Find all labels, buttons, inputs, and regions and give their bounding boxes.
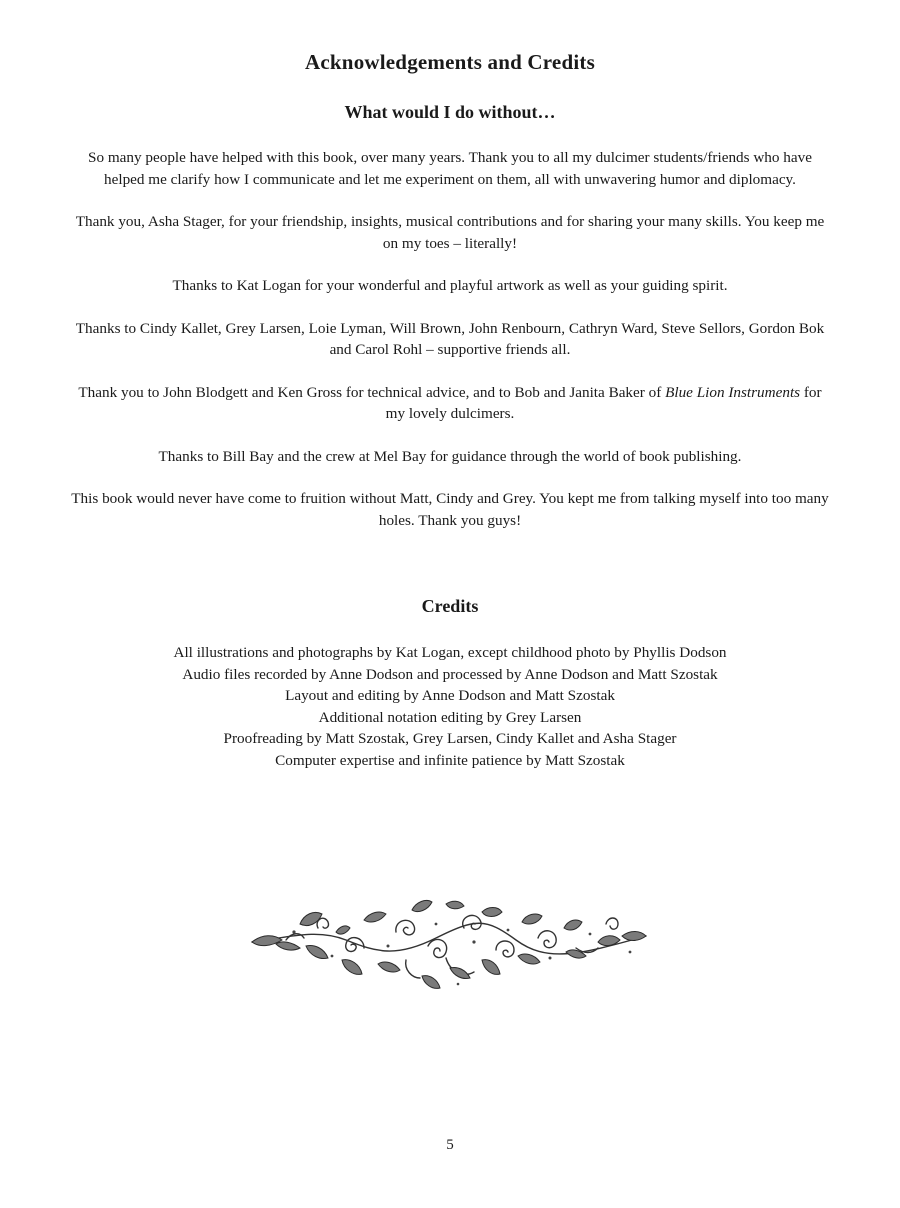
credit-line: Proofreading by Matt Szostak, Grey Larsen, Cindy Kallet and Asha Stager — [223, 730, 677, 747]
page-number: 5 — [446, 1137, 454, 1153]
paragraph-technical-end: for my lovely dulcimers. — [385, 383, 822, 422]
vine-flourish-icon — [246, 898, 654, 998]
paragraph-students: So many people have helped with this book, over many years. Thank you to all my dulcimer students/friends who have helped me clarify how I communicate and let me experiment on them, all with unwavering humor and diplomacy. — [88, 149, 812, 188]
paragraph-melbay: Thanks to Bill Bay and the crew at Mel Bay for guidance through the world of book publishing. — [158, 447, 742, 465]
credit-line: All illustrations and photographs by Kat Logan, except childhood photo by Phyllis Dodson — [173, 644, 727, 661]
paragraph-technical — [68, 382, 832, 425]
credit-line: Additional notation editing by Grey Larsen — [318, 708, 582, 726]
paragraph-friends: Thanks to Cindy Kallet, Grey Larsen, Loie Lyman, Will Brown, John Renbourn, Cathryn Ward, Steve Sellors, Gordon Bok and Carol Rohl – supportive friends all. — [75, 319, 825, 358]
credit-line: Computer expertise and infinite patience by Matt Szostak — [275, 751, 625, 769]
section-subtitle: What would I do without… — [344, 102, 556, 122]
credit-line: Layout and editing by Anne Dodson and Matt Szostak — [285, 687, 615, 704]
paragraph-fruition: This book would never have come to fruition without Matt, Cindy and Grey. You kept me from talking myself into too many holes. Thank you guys! — [71, 490, 829, 529]
company-name: Blue Lion Instruments — [665, 383, 801, 401]
credits-heading: Credits — [421, 596, 479, 616]
paragraph-kat: Thanks to Kat Logan for your wonderful and playful artwork as well as your guiding spirit. — [172, 277, 728, 294]
credit-line: Audio files recorded by Anne Dodson and processed by Anne Dodson and Matt Szostak — [182, 665, 718, 683]
page-title: Acknowledgements and Credits — [305, 50, 595, 74]
acknowledgement-paragraphs — [68, 147, 832, 552]
credits-list — [68, 642, 832, 771]
paragraph-asha: Thank you, Asha Stager, for your friendship, insights, musical contributions and for sharing your many skills. You keep me on my toes – literally! — [75, 213, 825, 252]
paragraph-technical-start: Thank you to John Blodgett and Ken Gross for technical advice, and to Bob and Janita Baker of — [78, 383, 666, 401]
